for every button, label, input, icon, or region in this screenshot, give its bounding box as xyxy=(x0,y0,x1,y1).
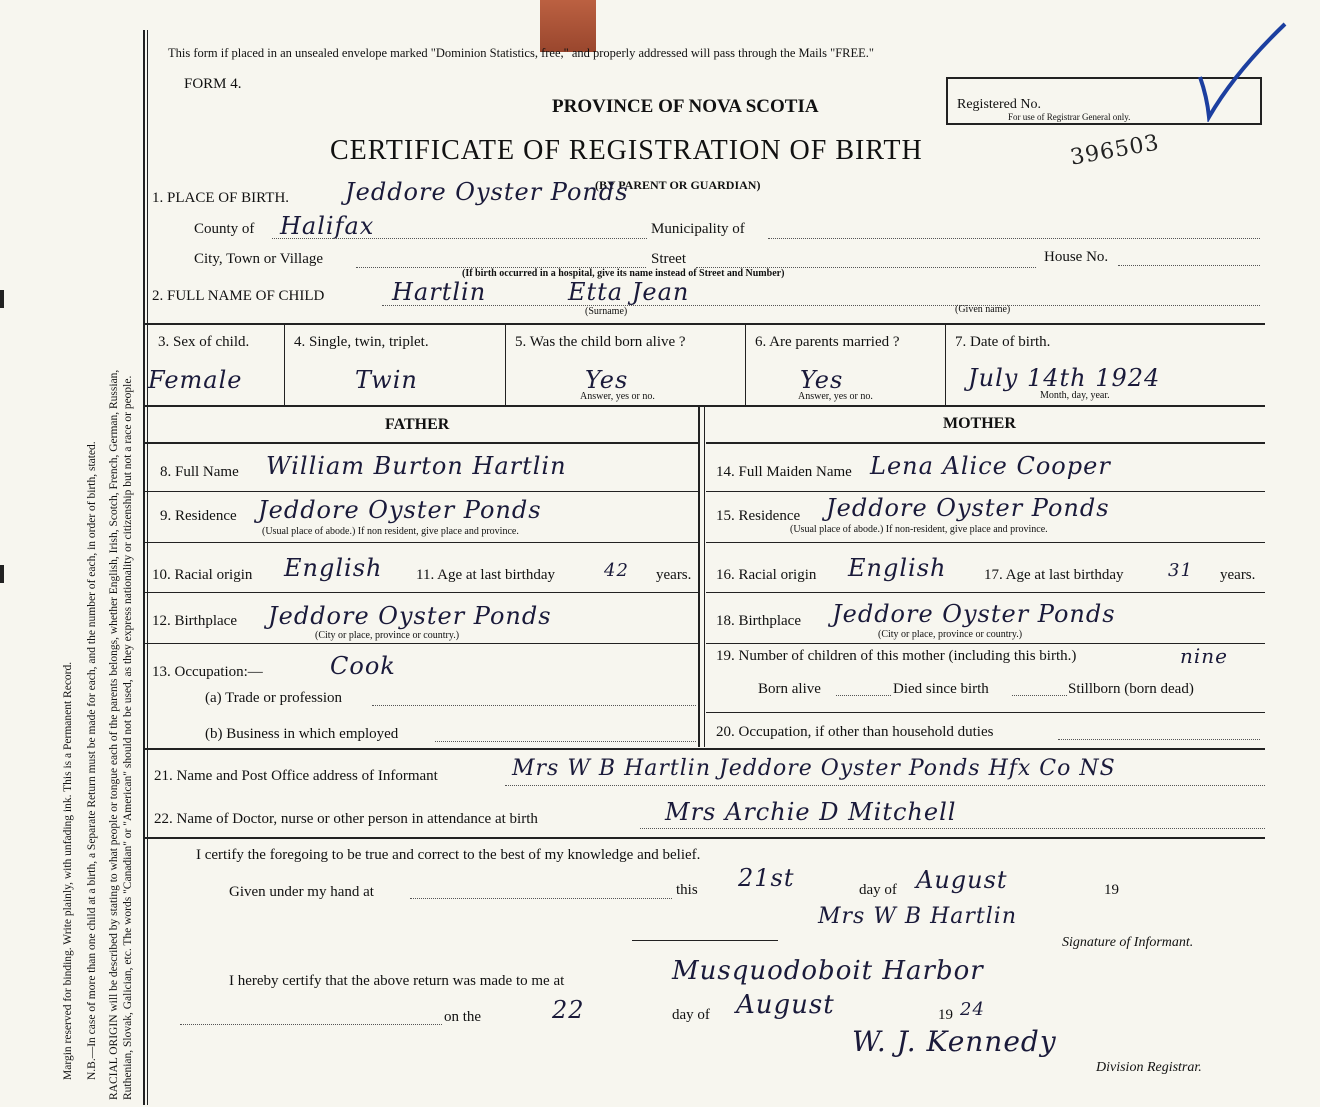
side-note-1: Margin reserved for binding. Write plainly, with unfading ink. This is a Permanent Record. xyxy=(62,661,74,1080)
row3-bottom-rule xyxy=(145,405,1265,407)
father-rule-5 xyxy=(145,643,698,644)
registered-number-label: Registered No. xyxy=(957,97,1041,112)
registrar-on-the-label: on the xyxy=(444,1009,482,1025)
left-border-inner xyxy=(147,30,148,1105)
mother-age-unit: years. xyxy=(1220,567,1256,583)
paper-tape-stain xyxy=(540,0,596,52)
place-of-birth-value: Jeddore Oyster Ponds xyxy=(345,178,629,206)
side-note-3: RACIAL ORIGIN will be described by stating to what people or tongue each of the parents belongs, whether English, Irish, Scotch, French, German, Russian, xyxy=(108,369,120,1100)
certify-statement: I certify the foregoing to be true and correct to the best of my knowledge and belief. xyxy=(196,847,701,863)
child-name-label: 2. FULL NAME OF CHILD xyxy=(152,288,325,304)
father-name-label: 8. Full Name xyxy=(160,464,239,480)
parents-bottom-rule xyxy=(145,748,1265,750)
plurality-label: 4. Single, twin, triplet. xyxy=(294,334,429,350)
born-alive-note: Answer, yes or no. xyxy=(580,391,655,402)
father-rule-2 xyxy=(145,491,698,492)
mother-residence-value: Jeddore Oyster Ponds xyxy=(826,494,1110,522)
certify-top-rule xyxy=(145,837,1265,839)
division-registrar-label: Division Registrar. xyxy=(1096,1060,1202,1075)
registrar-year-prefix: 19 xyxy=(938,1007,953,1023)
father-race-value: English xyxy=(284,554,383,582)
trade-line xyxy=(372,705,696,706)
father-occupation-value: Cook xyxy=(330,652,396,680)
registrar-year-value: 24 xyxy=(960,999,985,1020)
certify-day-value: 21st xyxy=(738,864,795,892)
form-number: FORM 4. xyxy=(184,76,242,92)
doctor-label: 22. Name of Doctor, nurse or other person in attendance at birth xyxy=(154,811,538,827)
informant-value: Mrs W B Hartlin Jeddore Oyster Ponds Hfx Co NS xyxy=(512,756,1116,781)
house-line xyxy=(1118,265,1260,266)
doctor-line xyxy=(640,828,1265,829)
doctor-value: Mrs Archie D Mitchell xyxy=(665,798,957,826)
business-line xyxy=(435,741,696,742)
place-of-birth-label: 1. PLACE OF BIRTH. xyxy=(152,190,290,206)
father-age-unit: years. xyxy=(656,567,692,583)
mother-rule-4 xyxy=(706,592,1265,593)
father-occupation-label: 13. Occupation:— xyxy=(152,664,263,680)
city-label: City, Town or Village xyxy=(194,251,324,267)
row3-divider-1 xyxy=(284,325,285,405)
registrar-general-note: For use of Registrar General only. xyxy=(1008,112,1131,122)
date-of-birth-note: Month, day, year. xyxy=(1040,390,1110,401)
center-divider xyxy=(698,407,700,747)
mother-occupation-label: 20. Occupation, if other than household duties xyxy=(716,724,994,740)
county-label: County of xyxy=(194,221,255,237)
father-race-label: 10. Racial origin xyxy=(152,567,253,583)
separator-line xyxy=(632,940,778,941)
hole-mark xyxy=(0,290,4,308)
father-age-value: 42 xyxy=(604,560,629,581)
informant-line xyxy=(505,785,1265,786)
father-heading: FATHER xyxy=(385,416,450,433)
child-surname: Hartlin xyxy=(392,278,487,306)
mother-birthplace-note: (City or place, province or country.) xyxy=(878,629,1023,640)
father-rule-3 xyxy=(145,542,698,543)
child-given-name: Etta Jean xyxy=(568,278,690,306)
registrar-month-value: August xyxy=(736,990,835,1020)
mother-rule-6 xyxy=(706,712,1265,713)
surname-note: (Surname) xyxy=(585,306,628,317)
informant-signature-label: Signature of Informant. xyxy=(1062,935,1194,950)
side-note-4: Ruthenian, Slovak, Galician, etc. The words "Canadian" or "American" should not be used, as they express nationality or citizenship but not a race or people. xyxy=(122,375,134,1100)
mother-rule-2 xyxy=(706,491,1265,492)
checkmark-icon xyxy=(1195,22,1290,122)
certify-day-of-label: day of xyxy=(859,882,897,898)
hole-mark-2 xyxy=(0,565,4,583)
children-count-label: 19. Number of children of this mother (including this birth.) xyxy=(716,648,1077,664)
registrar-line xyxy=(180,1024,442,1025)
page-title: CERTIFICATE OF REGISTRATION OF BIRTH xyxy=(330,135,923,166)
born-alive-label: 5. Was the child born alive ? xyxy=(515,334,686,350)
mother-heading: MOTHER xyxy=(943,415,1016,432)
certify-year-prefix: 19 xyxy=(1104,882,1119,898)
parents-married-value: Yes xyxy=(800,366,844,394)
registrar-certify-label: I hereby certify that the above return was made to me at xyxy=(229,973,565,989)
parents-married-note: Answer, yes or no. xyxy=(798,391,873,402)
left-border xyxy=(143,30,145,1105)
mother-race-label: 16. Racial origin xyxy=(716,567,817,583)
municipality-label: Municipality of xyxy=(651,221,745,237)
municipality-line xyxy=(768,238,1260,239)
father-residence-note: (Usual place of abode.) If non resident, give place and province. xyxy=(262,526,519,537)
registrar-place-value: Musquodoboit Harbor xyxy=(672,956,984,986)
mother-birthplace-label: 18. Birthplace xyxy=(716,613,801,629)
parents-married-label: 6. Are parents married ? xyxy=(755,334,900,350)
row3-top-rule xyxy=(145,323,1265,325)
given-under-hand-label: Given under my hand at xyxy=(229,884,374,900)
father-birthplace-note: (City or place, province or country.) xyxy=(315,630,460,641)
died-line xyxy=(1012,695,1067,696)
registrar-day-value: 22 xyxy=(552,996,585,1024)
certify-month-value: August xyxy=(916,866,1008,894)
father-name-value: William Burton Hartlin xyxy=(266,452,567,480)
informant-label: 21. Name and Post Office address of Informant xyxy=(154,768,438,784)
house-number-label: House No. xyxy=(1044,249,1109,265)
mother-birthplace-value: Jeddore Oyster Ponds xyxy=(832,600,1116,628)
registrar-day-of-label: day of xyxy=(672,1007,710,1023)
father-rule-1 xyxy=(145,442,698,444)
father-age-label: 11. Age at last birthday xyxy=(416,567,555,583)
this-label: this xyxy=(676,882,698,898)
mother-residence-note: (Usual place of abode.) If non-resident, give place and province. xyxy=(790,524,1048,535)
informant-signature: Mrs W B Hartlin xyxy=(818,904,1017,929)
mother-rule-1 xyxy=(706,442,1265,444)
street-label: Street xyxy=(651,251,686,267)
registrar-signature: W. J. Kennedy xyxy=(852,1025,1057,1058)
father-birthplace-value: Jeddore Oyster Ponds xyxy=(268,602,552,630)
child-name-line xyxy=(382,305,1260,306)
father-birthplace-label: 12. Birthplace xyxy=(152,613,237,629)
side-note-2: N.B.—In case of more than one child at a birth, a Separate Return must be made for each, and the number of each, in order of birth, stated. xyxy=(86,441,98,1080)
sex-value: Female xyxy=(148,366,243,394)
page-subtitle: (BY PARENT OR GUARDIAN) xyxy=(595,178,761,192)
business-label: (b) Business in which employed xyxy=(205,726,399,742)
mother-name-value: Lena Alice Cooper xyxy=(870,452,1111,480)
children-count-value: nine xyxy=(1180,644,1228,668)
date-of-birth-label: 7. Date of birth. xyxy=(955,334,1051,350)
center-divider-2 xyxy=(704,407,705,747)
father-residence-label: 9. Residence xyxy=(160,508,237,524)
row3-divider-3 xyxy=(745,325,746,405)
father-rule-4 xyxy=(145,592,698,593)
row3-divider-2 xyxy=(505,325,506,405)
hospital-note: (If birth occurred in a hospital, give its name instead of Street and Number) xyxy=(462,268,785,279)
mail-note: This form if placed in an unsealed envelope marked "Dominion Statistics, free," and properly addressed will pass through the Mails "FREE." xyxy=(168,46,875,60)
mother-residence-label: 15. Residence xyxy=(716,508,801,524)
county-value: Halifax xyxy=(280,212,375,240)
row3-divider-4 xyxy=(945,325,946,405)
date-of-birth-value: July 14th 1924 xyxy=(968,364,1161,392)
mother-race-value: English xyxy=(848,554,947,582)
died-since-birth-label: Died since birth xyxy=(893,681,989,697)
born-alive-value: Yes xyxy=(585,366,629,394)
mother-age-value: 31 xyxy=(1168,560,1193,581)
given-name-note: (Given name) xyxy=(955,304,1011,315)
mother-age-label: 17. Age at last birthday xyxy=(984,567,1124,583)
father-residence-value: Jeddore Oyster Ponds xyxy=(258,496,542,524)
mother-rule-3 xyxy=(706,542,1265,543)
mother-occupation-line xyxy=(1058,739,1260,740)
plurality-value: Twin xyxy=(355,366,418,394)
province-heading: PROVINCE OF NOVA SCOTIA xyxy=(552,96,819,117)
sex-label: 3. Sex of child. xyxy=(158,334,250,350)
registration-number: 396503 xyxy=(1068,130,1162,171)
given-place-line xyxy=(410,898,672,899)
born-alive-count-label: Born alive xyxy=(758,681,821,697)
trade-label: (a) Trade or profession xyxy=(205,690,343,706)
stillborn-label: Stillborn (born dead) xyxy=(1068,681,1194,697)
mother-name-label: 14. Full Maiden Name xyxy=(716,464,852,480)
born-alive-line xyxy=(836,695,891,696)
county-line xyxy=(272,238,647,239)
